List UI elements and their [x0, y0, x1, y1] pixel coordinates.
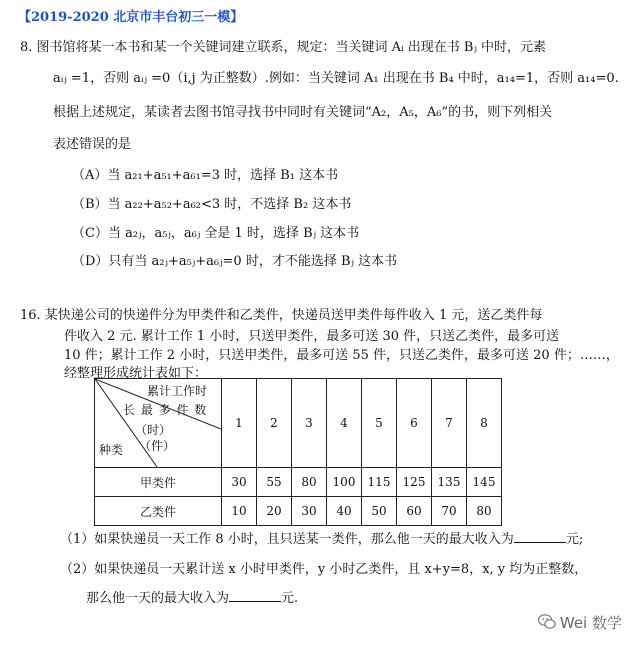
watermark-text: Wei 数学: [559, 614, 622, 632]
table-cell: 30: [292, 497, 327, 526]
table-cell: 70: [432, 497, 467, 526]
hour-cell: 7: [432, 379, 467, 468]
table-cell: 40: [327, 497, 362, 526]
q16-line-2: 件收入 2 元. 累计工作 1 小时，只送甲类件，最多可送 30 件，只送乙类件，最多可送: [64, 329, 560, 344]
table-cell: 125: [397, 468, 432, 497]
q16-line-4: 经整理形成统计表如下：: [64, 366, 208, 381]
hour-cell: 2: [257, 379, 292, 468]
corner-label-count: （件）: [139, 439, 176, 453]
hour-cell: 6: [397, 379, 432, 468]
q8-option-c: （C）当 a₂ⱼ，a₅ⱼ，a₆ⱼ 全是 1 时，选择 Bⱼ 这本书: [72, 226, 360, 241]
table-cell: 10: [222, 497, 257, 526]
corner-label-top: 累计工作时: [147, 384, 208, 398]
table-header-row: [95, 379, 502, 468]
q8-line-2: aᵢⱼ =1，否则 aᵢⱼ =0（i,j 为正整数）.例如：当关键词 A₁ 出现在书 B₄ 中时，a₁₄=1，否则 a₁₄=0.: [53, 71, 619, 86]
corner-label-kind: 种类: [99, 443, 124, 457]
q16-sub-2-text: 那么他一天的最大收入为: [86, 591, 230, 606]
table-row-type-b: [95, 497, 502, 526]
q8-line-1: 8. 图书馆将某一本书和某一个关键词建立联系，规定：当关键词 Aᵢ 出现在书 Bⱼ 中时，元素: [20, 40, 547, 55]
q8-option-d: （D）只有当 a₂ⱼ+a₅ⱼ+a₆ⱼ=0 时，才不能选择 Bⱼ 这本书: [72, 254, 398, 269]
q16-line-1: 16. 某快递公司的快递件分为甲类件和乙类件，快递员送甲类件每件收入 1 元，送乙类件每: [20, 308, 543, 323]
table-cell: 115: [362, 468, 397, 497]
hour-cell: 3: [292, 379, 327, 468]
hour-cell: 8: [467, 379, 502, 468]
q16-sub-2-unit: 元.: [281, 591, 299, 606]
corner-label-hours: （时）: [135, 423, 172, 437]
hour-cell: 4: [327, 379, 362, 468]
answer-blank: [229, 589, 281, 602]
source-header: 【2019-2020 北京市丰台初三一模】: [18, 10, 244, 25]
q16-line-3: 10 件；累计工作 2 小时，只送甲类件，最多可送 55 件，只送乙类件，最多可送 20 件；……，: [64, 348, 619, 363]
table-cell: 20: [257, 497, 292, 526]
table-cell: 60: [397, 497, 432, 526]
table-cell: 80: [292, 468, 327, 497]
corner-label-mid: 长 最 多 件 数: [123, 403, 208, 417]
table-cell: 50: [362, 497, 397, 526]
q16-sub-1: [60, 528, 583, 547]
hour-cell: 5: [362, 379, 397, 468]
row-label: 乙类件: [95, 497, 222, 526]
answer-blank: [514, 530, 566, 543]
table-cell: 135: [432, 468, 467, 497]
q8-option-a: （A）当 a₂₁+a₅₁+a₆₁=3 时，选择 B₁ 这本书: [72, 168, 339, 183]
wechat-icon: [538, 614, 556, 634]
table-cell: 100: [327, 468, 362, 497]
q8-line-3: 根据上述规定，某读者去图书馆寻找书中同时有关键词“A₂，A₅，A₆”的书，则下列相关: [53, 105, 553, 120]
q16-sub-2: （2）如果快递员一天累计送 x 小时甲类件，y 小时乙类件，且 x+y=8，x, y 均为正整数，: [60, 562, 588, 577]
watermark: [538, 612, 622, 634]
q8-option-b: （B）当 a₂₂+a₅₂+a₆₂<3 时，不选择 B₂ 这本书: [72, 197, 352, 212]
q16-sub-2-cont: [86, 587, 298, 606]
row-label: 甲类件: [95, 468, 222, 497]
statistics-table: [94, 378, 502, 526]
q16-sub-1-unit: 元;: [565, 532, 584, 547]
table-row-type-a: [95, 468, 502, 497]
table-cell: 145: [467, 468, 502, 497]
q8-line-4: 表述错误的是: [53, 137, 132, 152]
table-cell: 30: [222, 468, 257, 497]
q16-sub-1-text: （1）如果快递员一天工作 8 小时，且只送某一类件，那么他一天的最大收入为: [60, 532, 514, 547]
hour-cell: 1: [222, 379, 257, 468]
table-cell: 80: [467, 497, 502, 526]
table-cell: 55: [257, 468, 292, 497]
table-corner-cell: [95, 379, 222, 468]
